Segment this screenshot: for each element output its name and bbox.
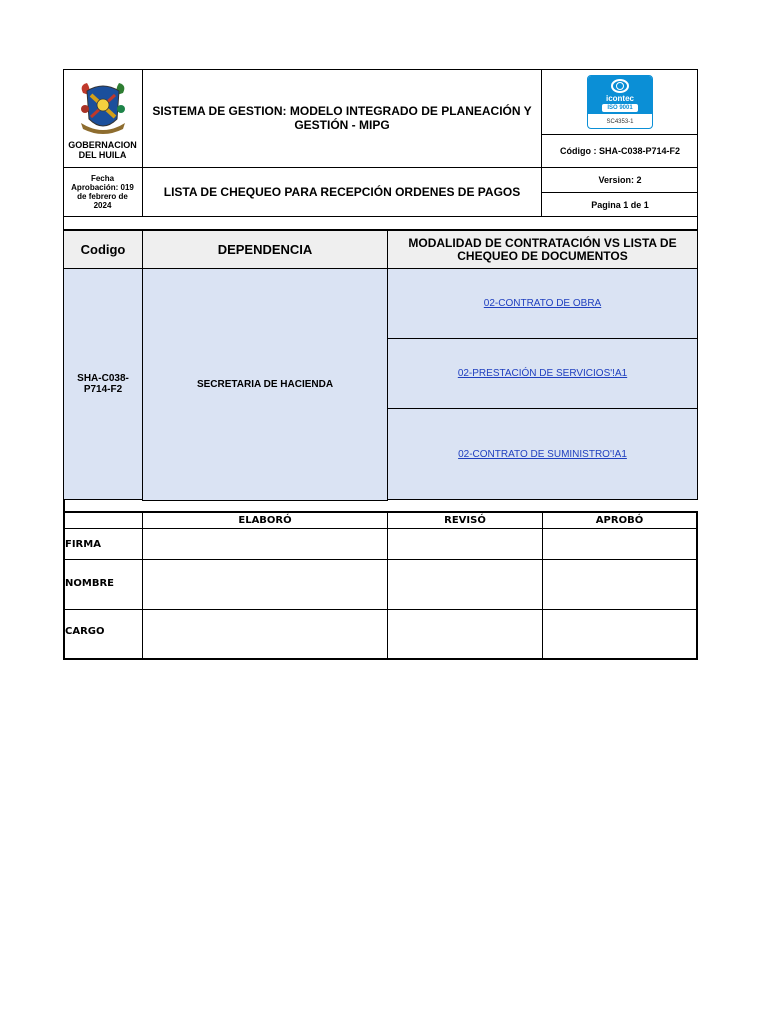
- sig-col-reviso: REVISÓ: [388, 513, 543, 529]
- coat-of-arms-logo: [77, 79, 129, 135]
- org-name: GOBERNACION DEL HUILA: [68, 140, 137, 160]
- code-cell: SHA-C038-P714-F2: [63, 268, 143, 500]
- header-modalidad: MODALIDAD DE CONTRATACIÓN VS LISTA DE CHEQUEO DE DOCUMENTOS: [387, 230, 698, 269]
- iso-badge: ISO 9001: [602, 104, 638, 112]
- logo-cell: [63, 69, 143, 167]
- firma-reviso-cell[interactable]: [388, 529, 543, 560]
- link-cell-suministro: [387, 408, 698, 500]
- header-codigo: Codigo: [63, 230, 143, 269]
- sig-header-empty: [65, 513, 143, 529]
- link-prestacion-servicios[interactable]: 02-PRESTACIÓN DE SERVICIOS'!A1: [457, 368, 628, 379]
- link-contrato-obra[interactable]: 02-CONTRATO DE OBRA: [483, 298, 602, 309]
- icontec-code: SC4353-1: [606, 119, 634, 125]
- sig-col-elaboro: ELABORÓ: [143, 513, 388, 529]
- link-cell-obra: [387, 268, 698, 339]
- certification-logo-cell: [542, 69, 698, 135]
- cargo-reviso-cell[interactable]: [388, 610, 543, 658]
- sig-col-aprobo: APROBÓ: [543, 513, 696, 529]
- header-dependencia: DEPENDENCIA: [142, 230, 388, 269]
- cargo-aprobo-cell[interactable]: [543, 610, 696, 658]
- nombre-aprobo-cell[interactable]: [543, 560, 696, 610]
- icontec-logo: [587, 75, 653, 129]
- spacer-row: [63, 216, 698, 230]
- link-contrato-suministro[interactable]: 02-CONTRATO DE SUMINISTRO'!A1: [458, 448, 627, 460]
- document-version: Version: 2: [542, 168, 698, 193]
- page-number: Pagina 1 de 1: [591, 199, 649, 210]
- document-code: Código : SHA-C038-P714-F2: [559, 146, 681, 156]
- firma-aprobo-cell[interactable]: [543, 529, 696, 560]
- cargo-elaboro-cell[interactable]: [143, 610, 388, 658]
- document-title: LISTA DE CHEQUEO PARA RECEPCIÓN ORDENES DE PAGOS: [143, 168, 542, 216]
- system-title: SISTEMA DE GESTION: MODELO INTEGRADO DE PLANEACIÓN Y GESTIÓN - MIPG: [143, 69, 542, 167]
- nombre-elaboro-cell[interactable]: [143, 560, 388, 610]
- link-cell-servicios: [387, 338, 698, 409]
- icontec-symbol-icon: [611, 79, 629, 93]
- dependency-cell: SECRETARIA DE HACIENDA: [142, 268, 388, 501]
- nombre-reviso-cell[interactable]: [388, 560, 543, 610]
- sig-row-nombre: NOMBRE: [65, 560, 143, 610]
- icontec-brand: icontec: [605, 93, 634, 103]
- icontec-top-band: [588, 76, 652, 114]
- firma-elaboro-cell[interactable]: [143, 529, 388, 560]
- sig-row-firma: FIRMA: [65, 529, 143, 560]
- sig-row-cargo: CARGO: [65, 610, 143, 658]
- approval-date: Fecha Aprobación: 019 de febrero de 2024: [63, 168, 143, 216]
